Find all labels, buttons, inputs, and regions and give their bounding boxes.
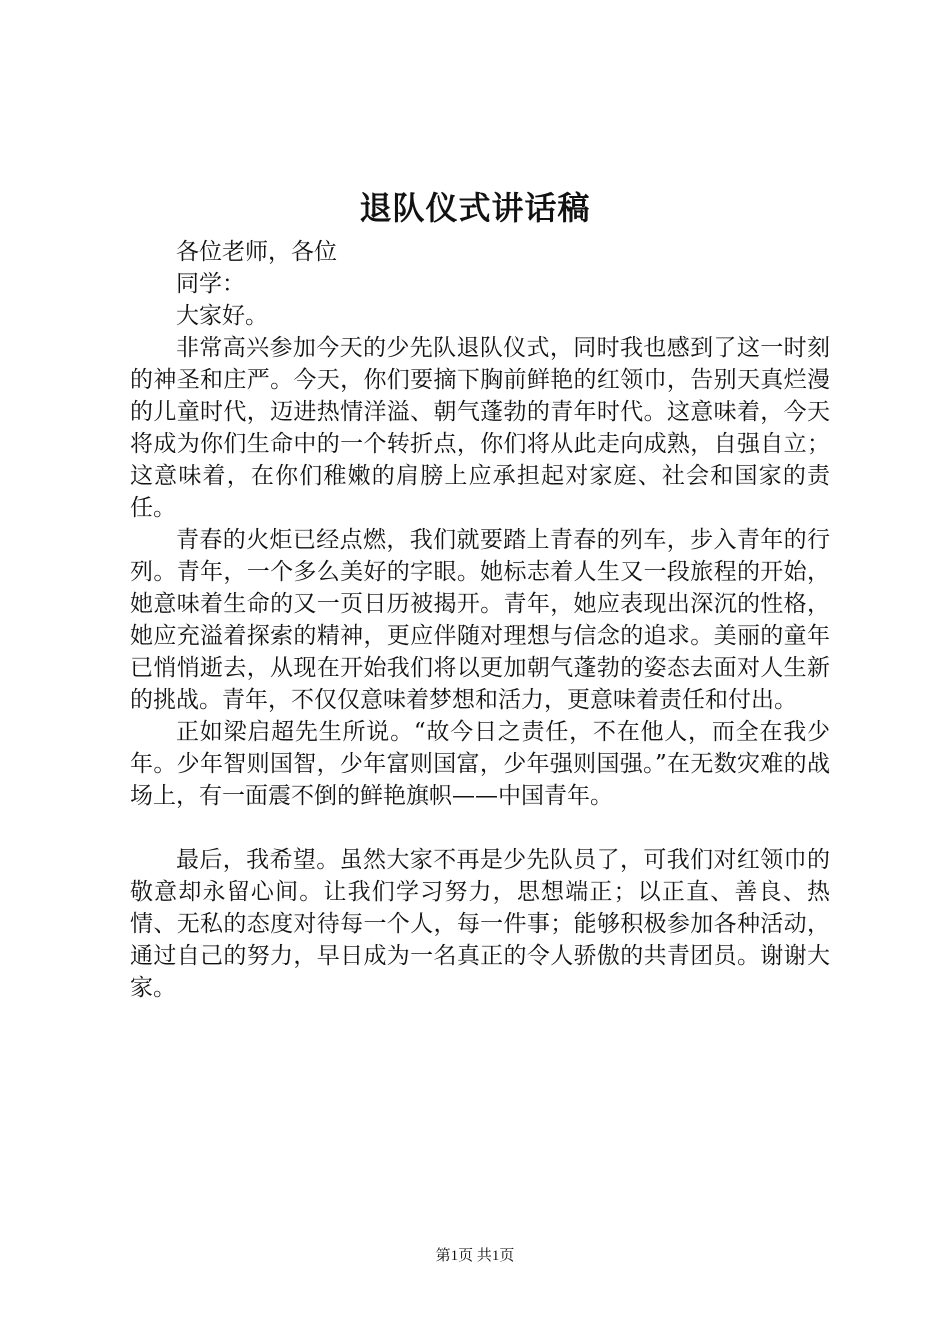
paragraph-intro: 非常高兴参加今天的少先队退队仪式，同时我也感到了这一时刻的神圣和庄严。今天，你们要摘下胸前鲜艳的红领巾，告别天真烂漫的儿童时代，迈进热情洋溢、朝气蓬勃的青年时代。这意味着，今天将成为你们生命中的一个转折点，你们将从此走向成熟，自强自立；这意味着，在你们稚嫩的肩膀上应承担起对家庭、社会和国家的责任。 (130, 335, 830, 521)
salutation-line-2: 同学： (176, 271, 245, 297)
document-title: 退队仪式讲话稿 (359, 189, 591, 227)
paragraph-youth: 青春的火炬已经点燃，我们就要踏上青春的列车，步入青年的行列。青年，一个多么美好的字眼。她标志着人生又一段旅程的开始，她意味着生命的又一页日历被揭开。青年，她应表现出深沉的性格，她应充溢着探索的精神，更应伴随对理想与信念的追求。美丽的童年已悄悄逝去，从现在开始我们将以更加朝气蓬勃的姿态去面对人生新的挑战。青年，不仅仅意味着梦想和活力，更意味着责任和付出。 (130, 527, 830, 713)
paragraph-closing: 最后，我希望。虽然大家不再是少先队员了，可我们对红领巾的敬意却永留心间。让我们学习努力，思想端正；以正直、善良、热情、无私的态度对待每一个人，每一件事；能够积极参加各种活动，通过自己的努力，早日成为一名真正的令人骄傲的共青团员。谢谢大家。 (130, 847, 830, 1001)
salutation-line-1: 各位老师，各位 (176, 239, 337, 265)
page-footer: 第1页 共1页 (435, 1248, 515, 1264)
paragraph-quote: 正如梁启超先生所说。“故今日之责任，不在他人，而全在我少年。少年智则国智，少年富则国富，少年强则国强。”在无数灾难的战场上，有一面震不倒的鲜艳旗帜——中国青年。 (130, 719, 830, 809)
document-body (130, 236, 830, 1004)
greeting: 大家好。 (176, 303, 268, 329)
